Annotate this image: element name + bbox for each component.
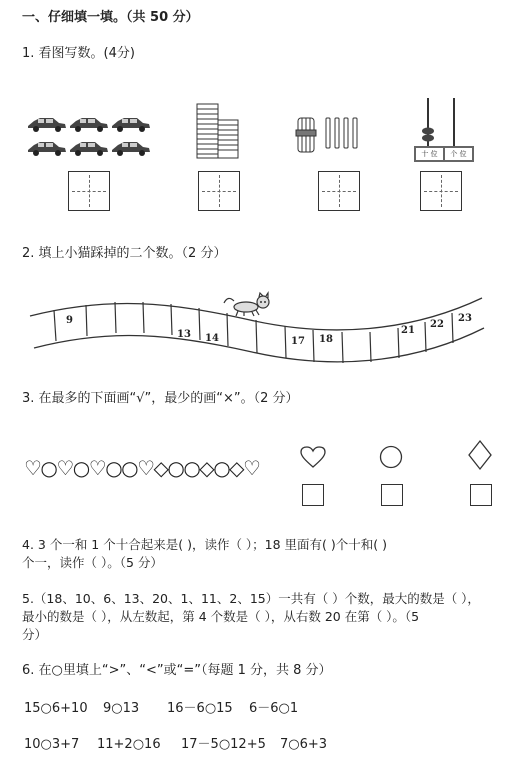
road-number-22: 22 (430, 319, 444, 330)
q6-item: 16－6○15 (167, 701, 233, 716)
answer-box-blocks[interactable] (198, 171, 240, 211)
abacus-ones-label: 个 位 (450, 150, 467, 158)
section-title: 一、仔细填一填。（共 50 分） (22, 10, 199, 25)
stacked-blocks-picture (196, 103, 240, 159)
road-number-14: 14 (205, 333, 219, 344)
q6-item: 6－6○1 (249, 701, 299, 716)
answer-box-abacus[interactable] (420, 171, 462, 211)
q5-line1: 5.（18、10、6、13、20、1、11、2、15）一共有（ ）个数，最大的数是（ ）， (22, 591, 480, 606)
q6-item: 7○6+3 (280, 737, 328, 752)
circle-icon (379, 445, 403, 469)
answer-square-diamond[interactable] (470, 484, 492, 506)
q2-title: 2. 填上小猫踩掉的二个数。（2 分） (22, 246, 227, 261)
q6-title: 6. 在○里填上“>”、“<”或“=”（每题 1 分，共 8 分） (22, 663, 332, 678)
abacus-tens-label: 十 位 (421, 150, 438, 158)
shape-sequence: ♡○♡○♡○○♡◇○○◇○◇♡ (24, 456, 260, 480)
answer-square-heart[interactable] (302, 484, 324, 506)
answer-square-circle[interactable] (381, 484, 403, 506)
road-number-17: 17 (291, 336, 305, 347)
answer-box-sticks[interactable] (318, 171, 360, 211)
road-number-23: 23 (458, 313, 472, 324)
q3-title: 3. 在最多的下面画“√”，最少的画“×”。（2 分） (22, 391, 299, 406)
q5-line3: 分） (22, 627, 48, 642)
q1-title: 1. 看图写数。(4分) (22, 46, 135, 61)
q5-line2: 最小的数是（ ），从左数起，第 4 个数是（ ），从右数 20 在第（ ）。（5 (22, 609, 420, 624)
road-number-9: 9 (66, 315, 73, 326)
q6-item: 9○13 (103, 701, 140, 716)
q4-line1: 4. 3 个一和 1 个十合起来是( )，读作（ ）；18 里面有( )个十和( ) (22, 537, 388, 552)
q6-item: 15○6+10 (24, 701, 88, 716)
diamond-icon (468, 440, 492, 470)
road-number-21: 21 (401, 325, 415, 336)
q6-item: 17－5○12+5 (181, 737, 266, 752)
q6-item: 10○3+7 (24, 737, 80, 752)
q4-line2: 个一，读作（ ）。（5 分） (22, 555, 163, 570)
answer-box-cars[interactable] (68, 171, 110, 211)
road-number-13: 13 (177, 329, 191, 340)
road-number-18: 18 (319, 334, 333, 345)
sticks-bundle-picture (296, 114, 368, 156)
abacus-picture (414, 96, 474, 162)
cars-picture (26, 114, 156, 164)
cat-icon (222, 293, 278, 317)
heart-icon (300, 446, 326, 468)
q6-item: 11+2○16 (97, 737, 161, 752)
